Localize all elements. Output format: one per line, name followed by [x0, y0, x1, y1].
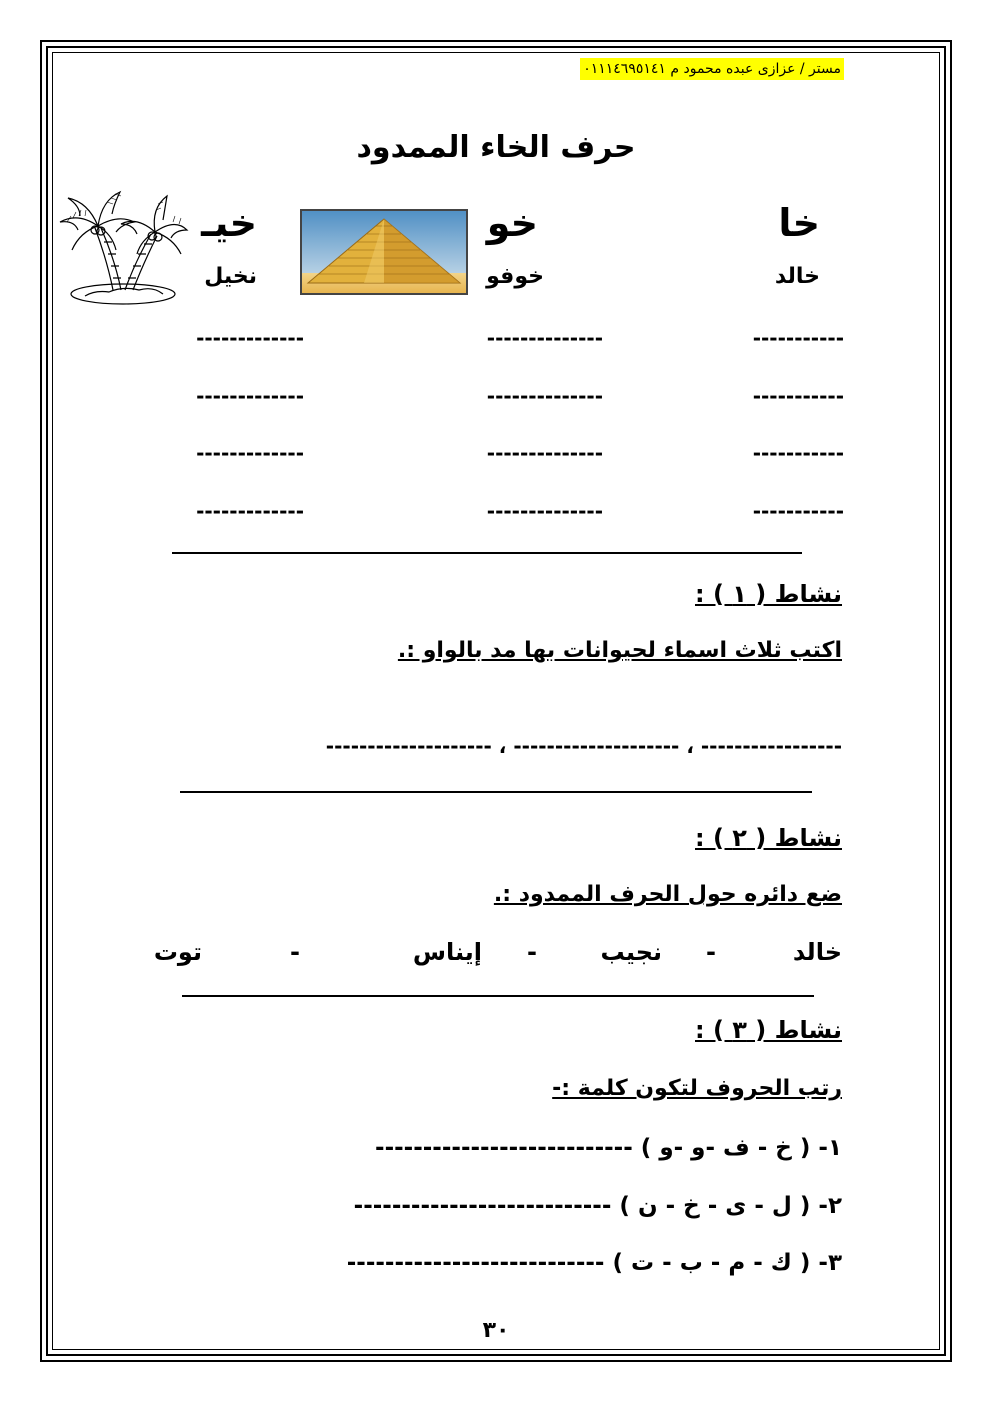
- circle-word[interactable]: خالد: [792, 938, 842, 966]
- word-separator: -: [290, 938, 300, 966]
- circle-word[interactable]: توت: [153, 938, 202, 966]
- practice-line: -------------: [196, 499, 304, 523]
- letter-kha-alif: خا: [778, 201, 820, 245]
- page-number: ٣٠: [482, 1318, 510, 1343]
- practice-line: -----------: [752, 499, 844, 523]
- item-letters: ( ك - م - ب - ت ): [612, 1250, 811, 1276]
- word-nakheel: نخيل: [204, 264, 257, 289]
- practice-line: -------------: [196, 441, 304, 465]
- item-letters: ( ل - ى - خ - ن ): [619, 1193, 811, 1219]
- pyramid-illustration: [300, 209, 468, 295]
- practice-line: -------------: [196, 384, 304, 408]
- item-letters: ( خ - ف -و -و ): [640, 1135, 811, 1161]
- practice-line: --------------: [486, 384, 603, 408]
- answer-line[interactable]: ---------------------------: [353, 1193, 612, 1219]
- activity3-instruction: رتب الحروف لتكون كلمة :-: [552, 1076, 842, 1101]
- activity1-heading: نشاط ( ١ ) :: [695, 580, 842, 608]
- answer-line[interactable]: ---------------------------: [375, 1135, 633, 1161]
- divider: [172, 552, 802, 554]
- practice-line: --------------: [486, 326, 603, 350]
- word-separator: -: [527, 938, 537, 966]
- answer-line[interactable]: ---------------------------: [346, 1250, 605, 1276]
- letter-kha-ya: خيـ: [201, 201, 257, 245]
- activity1-answer-line[interactable]: ----------------- ، -------------------- ، --------------------: [325, 734, 842, 758]
- page-title: حرف الخاء الممدود: [356, 130, 636, 165]
- arrange-item: [354, 1191, 842, 1221]
- circle-word[interactable]: إيناس: [412, 938, 482, 966]
- item-number: ١-: [818, 1135, 842, 1161]
- item-number: ٣-: [818, 1250, 842, 1276]
- activity2-instruction: ضع دائره حول الحرف الممدود :.: [493, 882, 842, 907]
- word-separator: -: [706, 938, 716, 966]
- item-number: ٢-: [818, 1193, 842, 1219]
- word-khufu: خوفو: [486, 264, 544, 289]
- letter-kha-waw: خو: [486, 201, 538, 245]
- divider: [182, 995, 814, 997]
- arrange-item: [375, 1133, 842, 1163]
- author-credit: مستر / عزازى عبده محمود م ٠١١١٤٦٩٥١٤١: [580, 58, 844, 80]
- practice-line: --------------: [486, 441, 603, 465]
- word-khaled: خالد: [774, 264, 820, 289]
- arrange-item: [347, 1248, 842, 1278]
- practice-line: -----------: [752, 384, 844, 408]
- practice-line: -------------: [196, 326, 304, 350]
- circle-word[interactable]: نجيب: [600, 938, 662, 966]
- practice-line: -----------: [752, 326, 844, 350]
- activity1-instruction: اكتب ثلاث اسماء لحيوانات بها مد بالواو :.: [397, 638, 842, 663]
- divider: [180, 791, 812, 793]
- activity2-heading: نشاط ( ٢ ) :: [695, 824, 842, 852]
- palm-trees-illustration: [55, 182, 190, 310]
- activity3-heading: نشاط ( ٣ ) :: [695, 1016, 842, 1044]
- practice-line: -----------: [752, 441, 844, 465]
- practice-line: --------------: [486, 499, 603, 523]
